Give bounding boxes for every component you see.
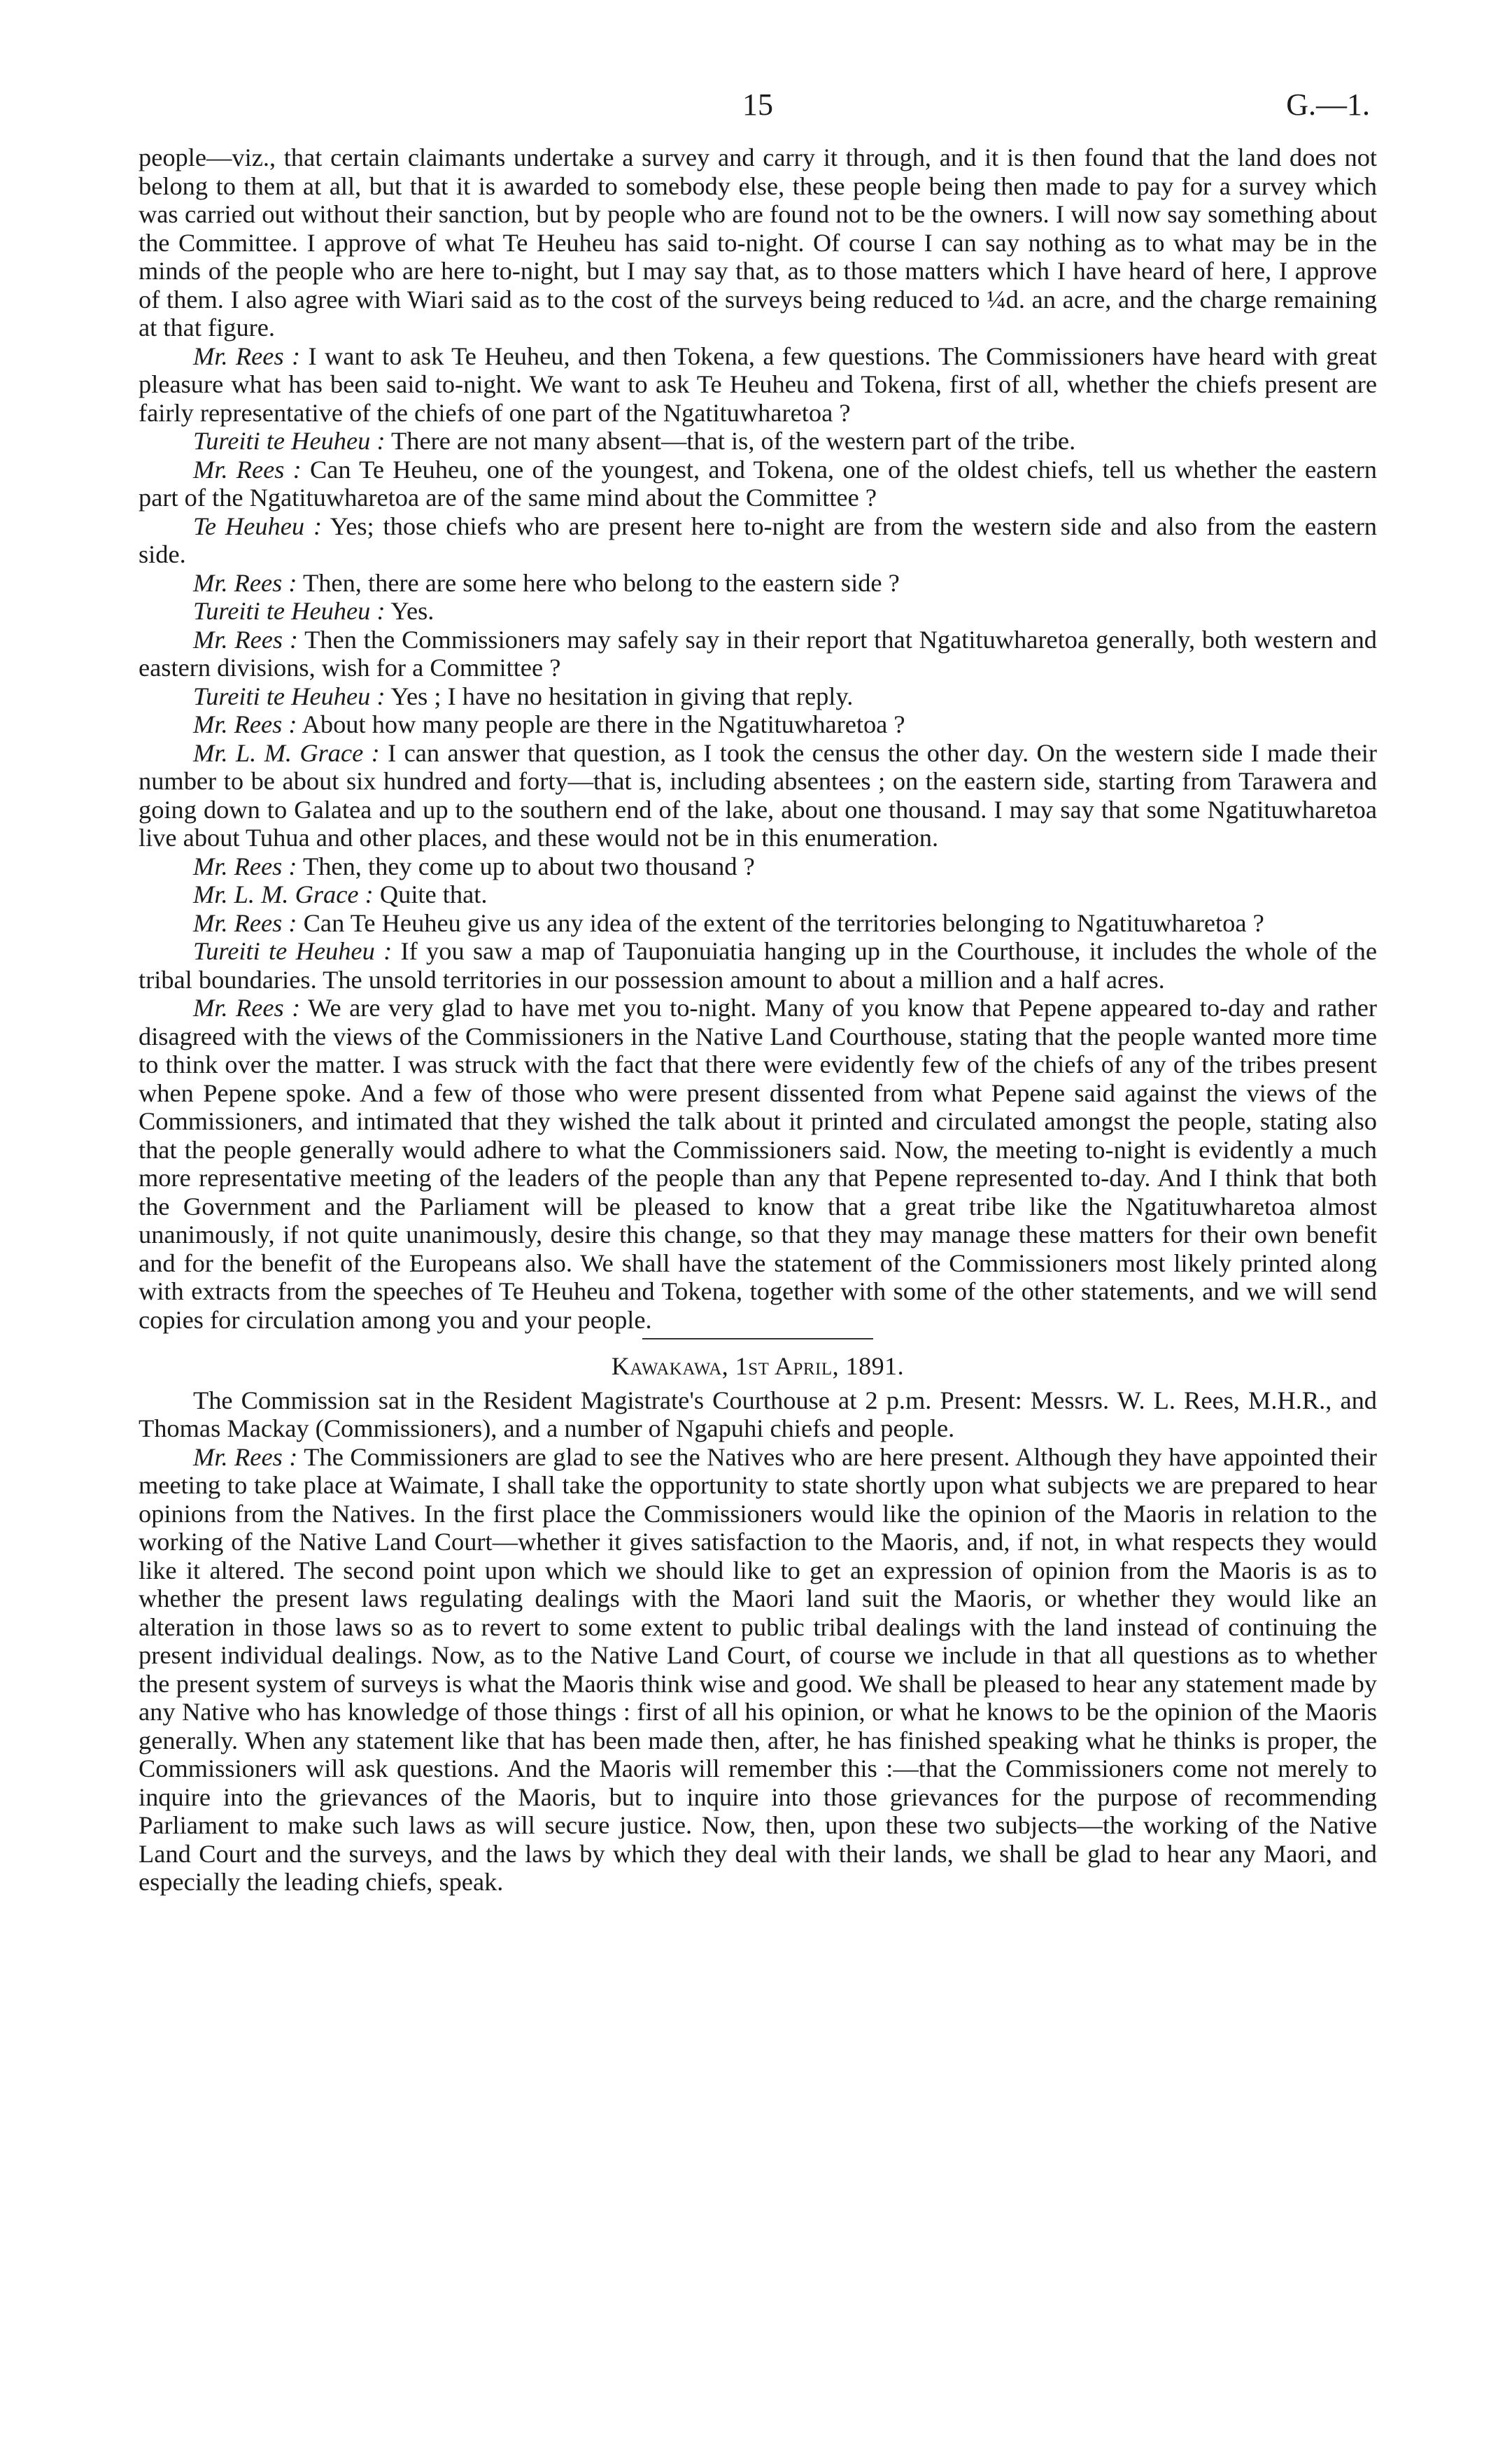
speaker-name: Tureiti te Heuheu : bbox=[193, 682, 386, 710]
paragraph bbox=[139, 909, 1377, 938]
speaker-name: Te Heuheu : bbox=[193, 512, 323, 540]
paragraph bbox=[139, 994, 1377, 1334]
speaker-name: Tureiti te Heuheu : bbox=[193, 427, 386, 455]
paragraph-text: About how many people are there in the Ngatituwharetoa ? bbox=[297, 710, 905, 738]
paragraph-text: Then, they come up to about two thousand ? bbox=[297, 852, 755, 880]
speaker-name: Mr. L. M. Grace : bbox=[193, 738, 380, 767]
paragraph-text: Quite that. bbox=[373, 880, 488, 908]
paragraph bbox=[139, 937, 1377, 994]
paragraph bbox=[139, 143, 1377, 342]
paragraph bbox=[139, 569, 1377, 598]
paragraph bbox=[139, 427, 1377, 456]
speaker-name: Mr. Rees : bbox=[193, 1442, 298, 1471]
page-header bbox=[139, 87, 1377, 143]
paragraph-text: Can Te Heuheu give us any idea of the extent of the territories belonging to Ngatituwharetoa ? bbox=[297, 908, 1264, 937]
paragraph bbox=[139, 710, 1377, 739]
paragraph-text: We are very glad to have met you to-night. Many of you know that Pepene appeared to-day and rather disagreed with the views of the Commissioners in the Native Land Courthouse, stating that the people wanted more time to think over the matter. I was struck with the fact that there were evidently few of the chiefs of any of the tribes present when Pepene spoke. And a few of those who were present dissented from what Pepene said against the views of the Commissioners, and intimated that they wished the talk about it printed and circulated amongst the people, stating also that the people generally would adhere to what the Commissioners said. Now, the meeting to-night is evidently a much more representative meeting of the leaders of the people than any that Pepene represented to-day. And I think that both the Government and the Parliament will be pleased to know that a great tribe like the Ngatituwharetoa almost unanimously, if not quite unanimously, desire this change, so that they may manage these matters for their own benefit and for the benefit of the Europeans also. We shall have the statement of the Commissioners most likely printed along with extracts from the speeches of Te Heuheu and Tokena, together with some of the other statements, and we will send copies for circulation among you and your people. bbox=[139, 994, 1377, 1334]
paragraph bbox=[139, 682, 1377, 711]
paragraph bbox=[139, 456, 1377, 512]
section-heading-text: Kawakawa, 1st April, 1891. bbox=[611, 1352, 905, 1380]
speaker-name: Mr. Rees : bbox=[193, 455, 302, 484]
speaker-name: Mr. Rees : bbox=[193, 852, 297, 880]
paragraph-text: Yes; those chiefs who are present here to-night are from the western side and also from the eastern side. bbox=[139, 512, 1377, 568]
paragraph-text: There are not many absent—that is, of the western part of the tribe. bbox=[385, 427, 1076, 455]
speaker-name: Mr. Rees : bbox=[193, 908, 297, 937]
paragraph-text: I want to ask Te Heuheu, and then Tokena, a few questions. The Commissioners have heard with great pleasure what has been said to-night. We want to ask Te Heuheu and Tokena, first of all, whether the chiefs present are fairly representative of the chiefs of one part of the Ngatituwharetoa ? bbox=[139, 342, 1377, 427]
paragraph-text: Yes ; I have no hesitation in giving that reply. bbox=[385, 682, 854, 710]
paragraph bbox=[139, 626, 1377, 682]
section-heading bbox=[139, 1352, 1377, 1381]
paragraph bbox=[139, 512, 1377, 569]
paragraph-text: Yes. bbox=[385, 597, 434, 625]
paragraph-text: I can answer that question, as I took the census the other day. On the western side I made their number to be about six hundred and forty—that is, including absentees ; on the eastern side, starting from Tarawera and going down to Galatea and up to the southern end of the lake, about one thousand. I may say that some Ngatituwharetoa live about Tuhua and other places, and these would not be in this enumeration. bbox=[139, 738, 1377, 852]
paragraph bbox=[139, 1386, 1377, 1443]
section-divider bbox=[642, 1338, 873, 1339]
transcript-block-2 bbox=[139, 1386, 1377, 1897]
paragraph-text: people—viz., that certain claimants undertake a survey and carry it through, and it is then found that the land does not belong to them at all, but that it is awarded to somebody else, these people being then made to pay for a survey which was carried out without their sanction, but by people who are found not to be the owners. I will now say something about the Committee. I approve of what Te Heuheu has said to-night. Of course I can say nothing as to what may be in the minds of the people who are here to-night, but I may say that, as to those matters which I have heard of here, I approve of them. I also agree with Wiari said as to the cost of the surveys being reduced to ¼d. an acre, and the charge remaining at that figure. bbox=[139, 143, 1377, 342]
speaker-name: Tureiti te Heuheu : bbox=[193, 597, 386, 625]
paragraph-text: Can Te Heuheu, one of the youngest, and Tokena, one of the oldest chiefs, tell us whether the eastern part of the Ngatituwharetoa are of the same mind about the Committee ? bbox=[139, 455, 1377, 512]
paragraph bbox=[139, 852, 1377, 881]
document-reference: G.—1. bbox=[1286, 87, 1370, 122]
speaker-name: Mr. Rees : bbox=[193, 994, 301, 1022]
paragraph bbox=[139, 880, 1377, 909]
document-page bbox=[139, 87, 1378, 1897]
speaker-name: Mr. Rees : bbox=[193, 710, 297, 738]
paragraph-text: If you saw a map of Tauponuiatia hanging up in the Courthouse, it includes the whole of the tribal boundaries. The unsold territories in our possession amount to about a million and a half acres. bbox=[139, 937, 1377, 994]
paragraph bbox=[139, 1443, 1377, 1897]
paragraph-text: Then, there are some here who belong to the eastern side ? bbox=[297, 568, 900, 597]
paragraph-text: Then the Commissioners may safely say in their report that Ngatituwharetoa generally, both western and eastern divisions, wish for a Committee ? bbox=[139, 625, 1377, 682]
paragraph bbox=[139, 597, 1377, 626]
page-number: 15 bbox=[742, 87, 773, 122]
paragraph bbox=[139, 342, 1377, 428]
speaker-name: Tureiti te Heuheu : bbox=[193, 937, 393, 965]
paragraph bbox=[139, 739, 1377, 852]
speaker-name: Mr. L. M. Grace : bbox=[193, 880, 374, 908]
speaker-name: Mr. Rees : bbox=[193, 568, 297, 597]
transcript-block-1 bbox=[139, 143, 1377, 1334]
paragraph-text: The Commissioners are glad to see the Natives who are here present. Although they have appointed their meeting to take place at Waimate, I shall take the opportunity to state shortly upon what subjects we are prepared to hear opinions from the Natives. In the first place the Commissioners would like the opinion of the Maoris in relation to the working of the Native Land Court—whether it gives satisfaction to the Maoris, and, if not, in what respects they would like it altered. The second point upon which we should like to get an expression of opinion from the Maoris is as to whether the present laws regulating dealings with the Maori land suit the Maoris, or whether they would like an alteration in those laws so as to revert to some extent to public tribal dealings with the land instead of continuing the present individual dealings. Now, as to the Native Land Court, of course we include in that all questions as to whether the present system of surveys is what the Maoris think wise and good. We shall be pleased to hear any statement made by any Native who has knowledge of those things : first of all his opinion, or what he knows to be the opinion of the Maoris generally. When any statement like that has been made then, after, he has finished speaking what he thinks is proper, the Commissioners will ask questions. And the Maoris will remember this :—that the Commissioners come not merely to inquire into the grievances of the Maoris, but to inquire into those grievances for the purpose of recommending Parliament to make such laws as will secure justice. Now, then, upon these two subjects—the working of the Native Land Court and the surveys, and the laws by which they deal with their lands, we shall be glad to hear any Maori, and especially the leading chiefs, speak. bbox=[139, 1442, 1378, 1896]
speaker-name: Mr. Rees : bbox=[193, 342, 301, 370]
speaker-name: Mr. Rees : bbox=[193, 625, 299, 654]
paragraph-text: The Commission sat in the Resident Magistrate's Courthouse at 2 p.m. Present: Messrs. W. L. Rees, M.H.R., and Thomas Mackay (Commissioners), and a number of Ngapuhi chiefs and people. bbox=[139, 1386, 1377, 1442]
